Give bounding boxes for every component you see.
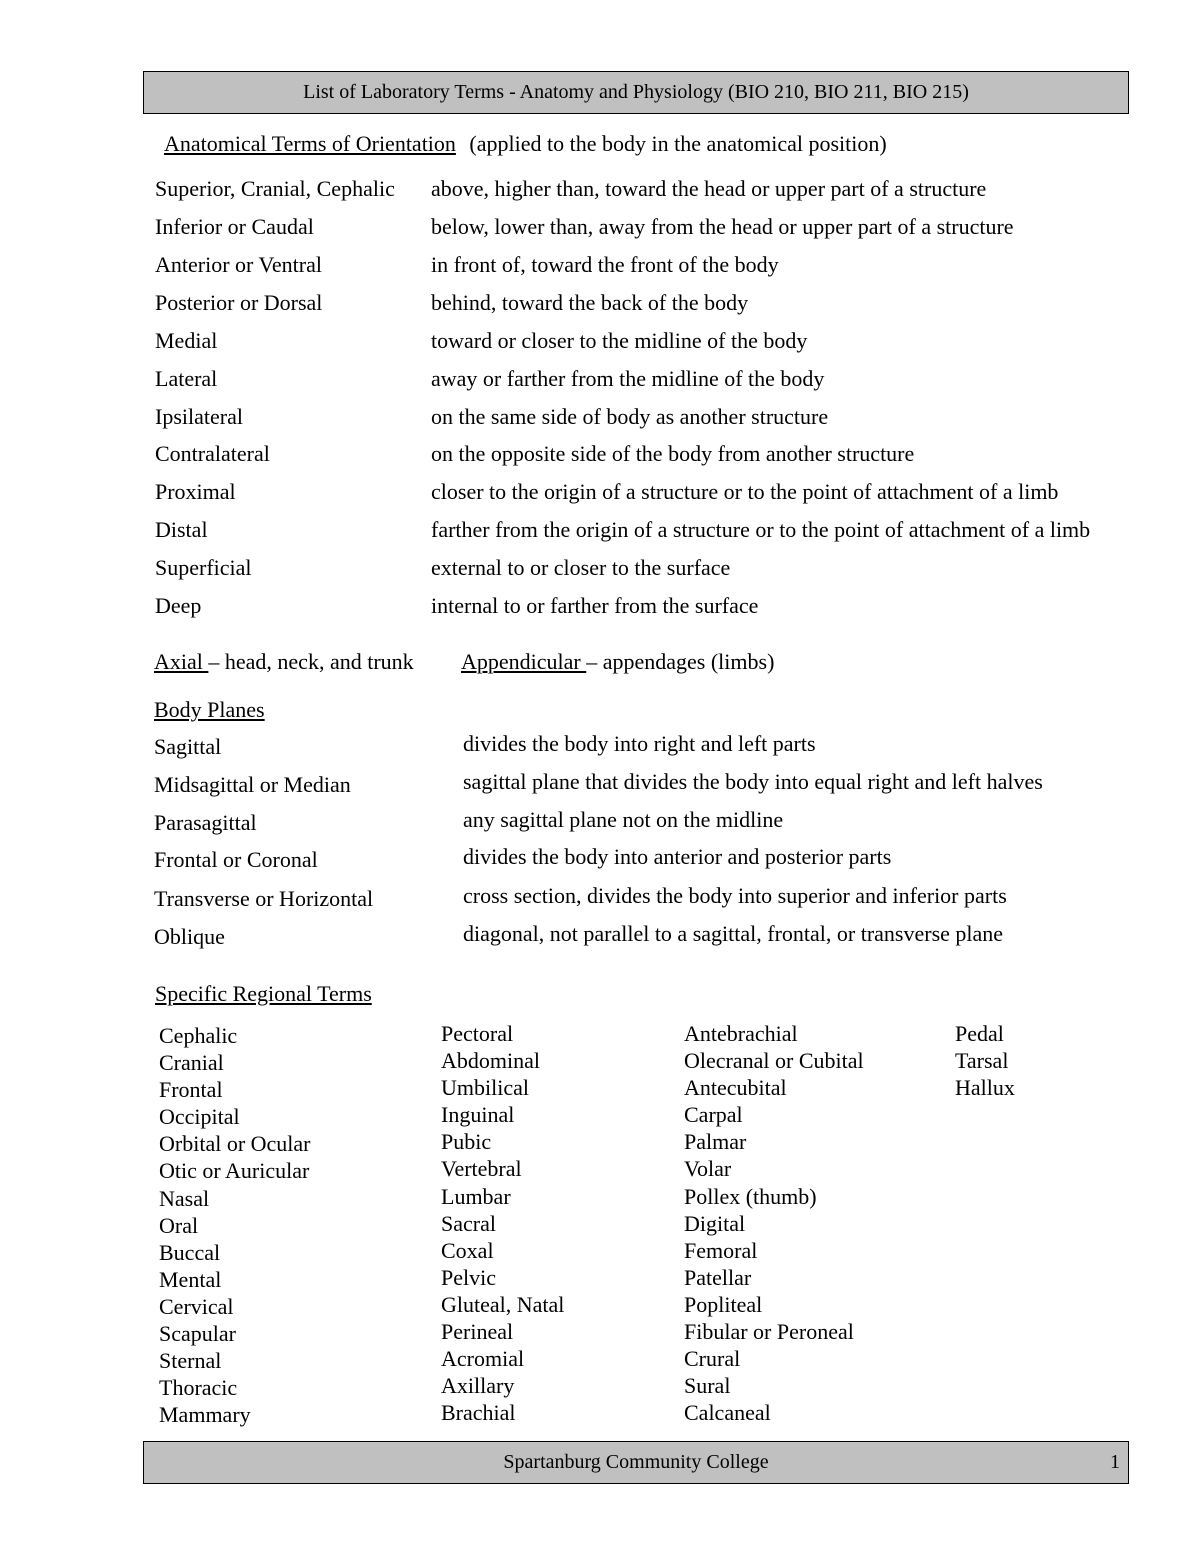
regional-term: Pollex (thumb) xyxy=(684,1183,817,1209)
regional-term: Mental xyxy=(159,1266,222,1292)
regional-term: Vertebral xyxy=(441,1156,522,1182)
page-header xyxy=(143,71,1129,114)
regional-term: Abdominal xyxy=(441,1048,540,1074)
regional-term: Frontal xyxy=(159,1077,223,1103)
orientation-term: Ipsilateral xyxy=(155,404,243,429)
regional-term: Brachial xyxy=(441,1400,516,1426)
orientation-definition: on the same side of body as another structure xyxy=(431,404,829,429)
appendicular-line xyxy=(461,649,774,675)
orientation-note: (applied to the body in the anatomical position) xyxy=(469,131,887,156)
orientation-term: Superior, Cranial, Cephalic xyxy=(155,176,395,201)
regional-term: Umbilical xyxy=(441,1075,529,1101)
regional-term: Palmar xyxy=(684,1129,747,1155)
regional-term: Nasal xyxy=(159,1185,210,1211)
plane-term: Frontal or Coronal xyxy=(154,847,318,872)
regional-term: Mammary xyxy=(159,1402,251,1428)
regional-term: Gluteal, Natal xyxy=(441,1291,565,1317)
regional-term: Digital xyxy=(684,1210,746,1236)
regional-term: Sternal xyxy=(159,1348,222,1374)
regional-term: Popliteal xyxy=(684,1291,763,1317)
axial-label: Axial xyxy=(154,649,209,674)
orientation-definition: above, higher than, toward the head or upper part of a structure xyxy=(431,176,987,201)
regional-term: Pelvic xyxy=(441,1264,496,1290)
axial-text: – head, neck, and trunk xyxy=(208,649,414,674)
regional-term: Olecranal or Cubital xyxy=(684,1048,864,1074)
regional-term: Volar xyxy=(684,1156,732,1182)
regional-term: Buccal xyxy=(159,1239,221,1265)
regional-term: Scapular xyxy=(159,1321,236,1347)
regional-term: Antebrachial xyxy=(684,1021,798,1046)
regional-term: Coxal xyxy=(441,1237,494,1263)
regional-term: Cervical xyxy=(159,1293,234,1319)
orientation-term: Distal xyxy=(155,517,208,542)
orientation-definition: in front of, toward the front of the body xyxy=(431,252,779,277)
plane-term: Transverse or Horizontal xyxy=(154,886,374,911)
orientation-heading: Anatomical Terms of Orientation xyxy=(164,131,456,156)
regional-column-4 xyxy=(955,1020,1015,1101)
regional-term: Orbital or Ocular xyxy=(159,1131,311,1157)
plane-definition: cross section, divides the body into superior and inferior parts xyxy=(463,883,1007,908)
regional-term: Thoracic xyxy=(159,1375,238,1401)
header-title: List of Laboratory Terms - Anatomy and Physiology (BIO 210, BIO 211, BIO 215) xyxy=(303,81,969,103)
plane-term: Sagittal xyxy=(154,734,222,759)
plane-definition: divides the body into anterior and posterior parts xyxy=(463,844,892,869)
orientation-definition: behind, toward the back of the body xyxy=(431,290,749,315)
regional-term: Femoral xyxy=(684,1237,758,1263)
planes-heading: Body Planes xyxy=(154,697,265,722)
regional-term: Hallux xyxy=(955,1075,1015,1101)
regional-term: Pedal xyxy=(955,1021,1004,1046)
footer-institution: Spartanburg Community College xyxy=(503,1451,769,1473)
plane-term: Parasagittal xyxy=(154,810,257,835)
regional-term: Pubic xyxy=(441,1129,492,1155)
regional-term: Oral xyxy=(159,1212,199,1238)
regional-heading: Specific Regional Terms xyxy=(155,981,372,1006)
regional-term: Crural xyxy=(684,1346,741,1372)
regional-term: Inguinal xyxy=(441,1102,515,1128)
regional-term: Tarsal xyxy=(955,1048,1009,1074)
orientation-definition: below, lower than, away from the head or upper part of a structure xyxy=(431,214,1014,239)
orientation-definition: closer to the origin of a structure or to the point of attachment of a limb xyxy=(431,479,1059,504)
regional-term: Sacral xyxy=(441,1210,496,1236)
regional-column-3 xyxy=(684,1020,864,1426)
regional-term: Fibular or Peroneal xyxy=(684,1319,854,1345)
orientation-term: Superficial xyxy=(155,555,252,580)
plane-definition: divides the body into right and left parts xyxy=(463,731,816,756)
regional-term: Perineal xyxy=(441,1319,514,1345)
appendicular-label: Appendicular xyxy=(461,649,587,674)
regional-term: Lumbar xyxy=(441,1183,511,1209)
orientation-term: Anterior or Ventral xyxy=(155,252,322,277)
orientation-definition: away or farther from the midline of the body xyxy=(431,366,825,391)
regional-term: Sural xyxy=(684,1373,731,1399)
regional-term: Pectoral xyxy=(441,1021,514,1046)
regional-term: Calcaneal xyxy=(684,1400,771,1426)
regional-term: Patellar xyxy=(684,1264,752,1290)
orientation-term: Medial xyxy=(155,328,218,353)
regional-term: Otic or Auricular xyxy=(159,1158,310,1184)
axial-line xyxy=(154,649,414,675)
regional-term: Cranial xyxy=(159,1050,224,1076)
orientation-term: Posterior or Dorsal xyxy=(155,290,323,315)
orientation-term: Deep xyxy=(155,593,202,618)
regional-column-1 xyxy=(159,1022,311,1428)
orientation-term: Contralateral xyxy=(155,441,270,466)
orientation-definition: toward or closer to the midline of the body xyxy=(431,328,808,353)
orientation-term: Lateral xyxy=(155,366,218,391)
regional-term: Axillary xyxy=(441,1373,515,1399)
orientation-definition: on the opposite side of the body from another structure xyxy=(431,441,915,466)
plane-definition: sagittal plane that divides the body into equal right and left halves xyxy=(463,769,1043,794)
appendicular-text: – appendages (limbs) xyxy=(586,649,775,674)
regional-term: Occipital xyxy=(159,1104,240,1130)
orientation-heading-line xyxy=(164,131,887,157)
plane-definition: any sagittal plane not on the midline xyxy=(463,807,784,832)
plane-definition: diagonal, not parallel to a sagittal, frontal, or transverse plane xyxy=(463,921,1004,946)
orientation-definition: external to or closer to the surface xyxy=(431,555,731,580)
page-footer xyxy=(143,1441,1129,1484)
regional-term: Cephalic xyxy=(159,1023,238,1048)
regional-column-2 xyxy=(441,1020,564,1426)
plane-term: Oblique xyxy=(154,924,225,949)
regional-term: Acromial xyxy=(441,1346,525,1372)
page-number: 1 xyxy=(1110,1451,1120,1473)
orientation-term: Inferior or Caudal xyxy=(155,214,314,239)
orientation-definition: internal to or farther from the surface xyxy=(431,593,759,618)
orientation-definition: farther from the origin of a structure or to the point of attachment of a limb xyxy=(431,517,1091,542)
orientation-term: Proximal xyxy=(155,479,236,504)
regional-term: Antecubital xyxy=(684,1075,787,1101)
plane-term: Midsagittal or Median xyxy=(154,772,351,797)
regional-term: Carpal xyxy=(684,1102,743,1128)
